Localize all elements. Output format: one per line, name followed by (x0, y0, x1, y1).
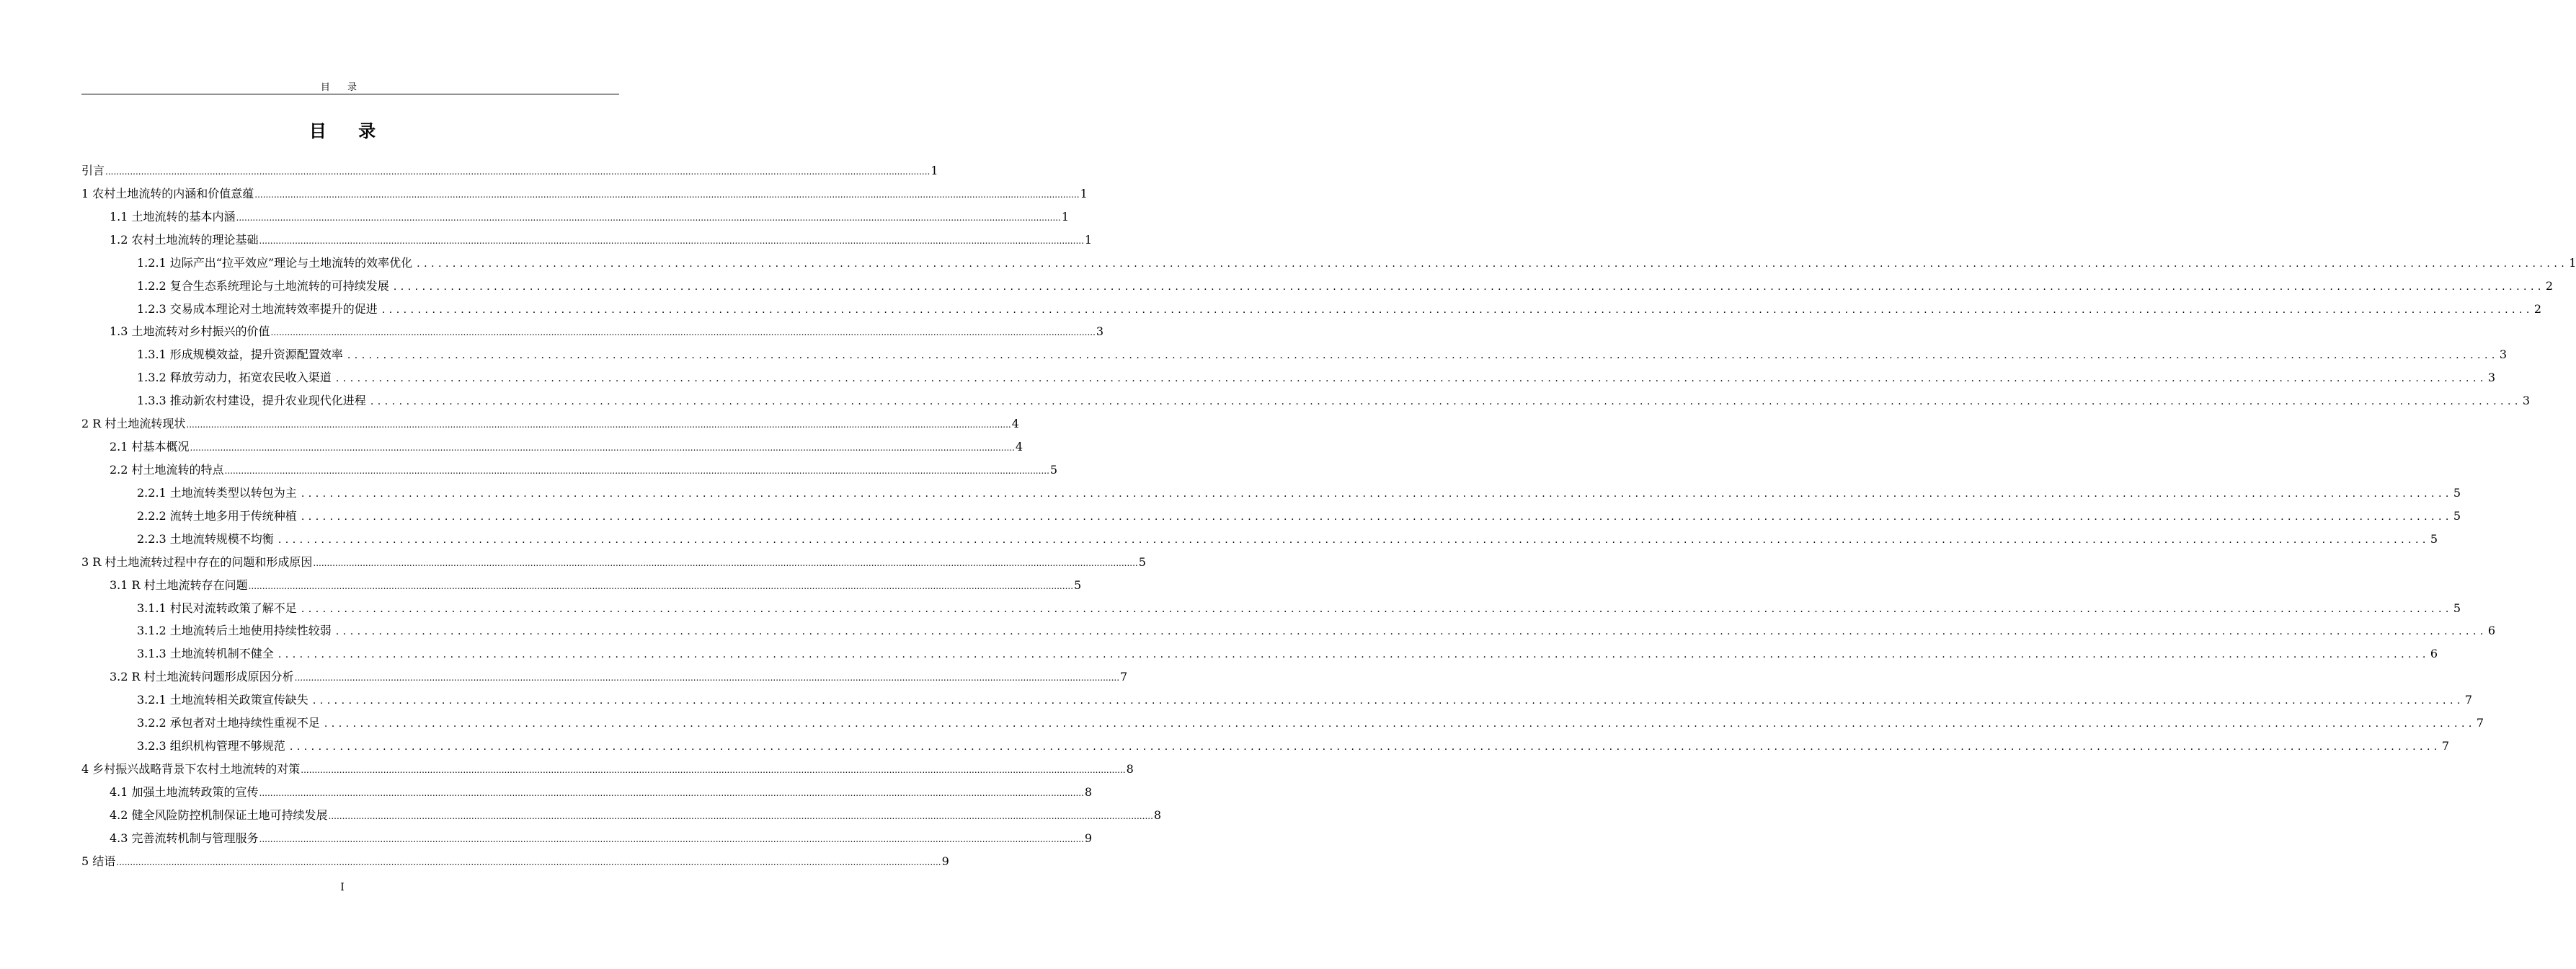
toc-entry[interactable] (81, 576, 1082, 599)
toc-entry[interactable] (81, 691, 2473, 714)
toc-entry-title: 3.2 R 村土地流转问题形成原因分析 (110, 670, 294, 684)
toc-entry[interactable] (81, 438, 1023, 461)
dot-leader: ............................................................................................................................................................................................................................................................................................................ (190, 443, 1015, 453)
dot-leader: ............................................................................................................................................................................................................................................................................................................ (370, 396, 2522, 408)
toc-entry-title: 3.1.1 村民对流转政策了解不足 (137, 601, 297, 615)
toc-entry-page: 5 (2453, 601, 2461, 615)
toc-entry[interactable] (81, 553, 1146, 576)
toc-entry[interactable] (81, 852, 949, 875)
toc-entry-page: 1 (1061, 209, 1070, 224)
toc-entry-page: 2 (2545, 278, 2554, 293)
toc-entry-page: 7 (2464, 693, 2473, 707)
dot-leader: ............................................................................................................................................................................................................................................................................................................ (335, 626, 2487, 638)
dot-leader: ............................................................................................................................................................................................................................................................................................................ (277, 534, 2430, 546)
toc-entry-title: 5 结语 (81, 854, 116, 868)
toc-entry-page: 9 (941, 854, 949, 868)
toc-entry-title: 1 农村土地流转的内涵和价值意蕴 (81, 186, 254, 200)
toc-entry[interactable] (81, 645, 2438, 668)
toc-entry-page: 8 (1084, 784, 1093, 799)
toc-entry[interactable] (81, 783, 1093, 806)
dot-leader: ............................................................................................................................................................................................................................................................................................................ (236, 212, 1061, 223)
dot-leader: ............................................................................................................................................................................................................................................................................................................ (270, 327, 1096, 338)
toc-entry-title: 1.3 土地流转对乡村振兴的价值 (110, 324, 270, 339)
toc-entry[interactable] (81, 254, 2576, 277)
toc-entry[interactable] (81, 829, 1093, 852)
toc-entry[interactable] (81, 599, 2461, 622)
toc-entry[interactable] (81, 530, 2438, 553)
dot-leader: ............................................................................................................................................................................................................................................................................................................ (259, 833, 1084, 844)
dot-leader: ............................................................................................................................................................................................................................................................................................................ (259, 235, 1084, 246)
dot-leader: ............................................................................................................................................................................................................................................................................................................ (313, 557, 1138, 568)
toc-entry-page: 3 (1096, 324, 1104, 339)
toc-entry-title: 1.3.1 形成规模效益，提升资源配置效率 (137, 348, 343, 362)
toc-entry-title: 3.2.3 组织机构管理不够规范 (137, 739, 285, 753)
dot-leader: ............................................................................................................................................................................................................................................................................................................ (259, 787, 1084, 798)
toc-entry-page: 7 (2476, 716, 2484, 730)
toc-entry-page: 4 (1015, 440, 1023, 454)
toc-entry-page: 3 (2522, 394, 2531, 408)
toc-entry-title: 引言 (81, 164, 105, 177)
dot-leader: ............................................................................................................................................................................................................................................................................................................ (277, 649, 2430, 661)
toc-entry-page: 5 (2453, 485, 2461, 500)
toc-entry-title: 2.1 村基本概况 (110, 440, 190, 454)
toc-entry[interactable] (81, 507, 2461, 530)
toc-entry-page: 2 (2533, 301, 2542, 316)
dot-leader: ............................................................................................................................................................................................................................................................................................................ (324, 718, 2476, 730)
dot-leader: ............................................................................................................................................................................................................................................................................................................ (294, 673, 1120, 683)
toc-entry[interactable] (81, 484, 2461, 507)
toc-entry[interactable] (81, 345, 2508, 368)
dot-leader: ............................................................................................................................................................................................................................................................................................................ (312, 695, 2464, 707)
toc-entry[interactable] (81, 806, 1162, 829)
toc-entry-title: 1.2 农村土地流转的理论基础 (110, 232, 259, 247)
toc-entry-title: 1.3.2 释放劳动力，拓宽农民收入渠道 (137, 371, 332, 385)
dot-leader: ............................................................................................................................................................................................................................................................................................................ (186, 420, 1011, 430)
toc-entry-page: 5 (1049, 462, 1058, 477)
toc-entry-title: 3.1.2 土地流转后土地使用持续性较弱 (137, 624, 332, 638)
toc-entry-title: 1.2.2 复合生态系统理论与土地流转的可持续发展 (137, 278, 389, 293)
toc-entry-page: 5 (2430, 531, 2438, 546)
toc-entry[interactable] (81, 737, 2450, 760)
dot-leader: ............................................................................................................................................................................................................................................................................................................ (335, 373, 2487, 385)
page-title: 目 录 (308, 121, 389, 141)
toc-entry-title: 4.3 完善流转机制与管理服务 (110, 831, 259, 845)
toc-entry-title: 3.2.1 土地流转相关政策宣传缺失 (137, 693, 308, 707)
dot-leader: ............................................................................................................................................................................................................................................................................................................ (347, 350, 2499, 362)
toc-entry-page: 1 (1080, 186, 1088, 200)
toc-entry-title: 4.2 健全风险防控机制保证土地可持续发展 (110, 808, 328, 822)
toc-entry[interactable] (81, 322, 1104, 345)
toc-entry-page: 5 (1138, 554, 1146, 569)
toc-entry-title: 3.1.3 土地流转机制不健全 (137, 647, 274, 661)
dot-leader: ............................................................................................................................................................................................................................................................................................................ (301, 603, 2453, 615)
toc-entry-title: 2.2 村土地流转的特点 (110, 462, 224, 477)
toc-entry-page: 1 (2569, 255, 2576, 270)
toc-entry-page: 8 (1153, 808, 1162, 822)
toc-entry-page: 1 (1084, 232, 1093, 247)
dot-leader: ............................................................................................................................................................................................................................................................................................................ (254, 189, 1080, 200)
toc-entry-page: 9 (1084, 831, 1093, 845)
dot-leader: ............................................................................................................................................................................................................................................................................................................ (248, 580, 1074, 591)
toc-entry-title: 1.1 土地流转的基本内涵 (110, 209, 236, 224)
toc-entry-page: 6 (2487, 624, 2496, 638)
toc-entry[interactable] (81, 162, 938, 185)
toc-entry[interactable] (81, 621, 2496, 645)
toc-entry[interactable] (81, 277, 2554, 300)
toc-entry-page: 4 (1011, 417, 1019, 431)
toc-entry-page: 6 (2430, 647, 2438, 661)
toc-entry-title: 2.2.1 土地流转类型以转包为主 (137, 485, 297, 500)
toc-entry-title: 3 R 村土地流转过程中存在的问题和形成原因 (81, 554, 313, 569)
dot-leader: ............................................................................................................................................................................................................................................................................................................ (417, 257, 2569, 270)
toc-entry-title: 2.2.3 土地流转规模不均衡 (137, 531, 274, 546)
toc-entry-title: 4 乡村振兴战略背景下农村土地流转的对策 (81, 761, 301, 776)
dot-leader: ............................................................................................................................................................................................................................................................................................................ (328, 810, 1153, 821)
dot-leader: ............................................................................................................................................................................................................................................................................................................ (381, 304, 2533, 316)
toc-entry[interactable] (81, 300, 2542, 323)
toc-entry[interactable] (81, 368, 2496, 391)
dot-leader: ............................................................................................................................................................................................................................................................................................................ (105, 167, 931, 177)
toc-entry[interactable] (81, 391, 2531, 415)
dot-leader: ............................................................................................................................................................................................................................................................................................................ (116, 857, 941, 867)
toc-entry-title: 1.2.1 边际产出“拉平效应”理论与土地流转的效率优化 (137, 255, 413, 270)
toc-entry[interactable] (81, 714, 2484, 737)
toc-entry[interactable] (81, 208, 1070, 231)
toc-entry-title: 1.2.3 交易成本理论对土地流转效率提升的促进 (137, 301, 378, 316)
toc-entry[interactable] (81, 185, 1088, 208)
toc-entry-title: 4.1 加强土地流转政策的宣传 (110, 784, 259, 799)
toc-entry-title: 1.3.3 推动新农村建设，提升农业现代化进程 (137, 394, 366, 408)
toc-entry[interactable] (81, 461, 1058, 484)
toc-entry-title: 2.2.2 流转土地多用于传统种植 (137, 508, 297, 523)
table-of-contents (81, 162, 2576, 875)
dot-leader: ............................................................................................................................................................................................................................................................................................................ (301, 510, 2453, 523)
dot-leader: ............................................................................................................................................................................................................................................................................................................ (289, 741, 2441, 753)
toc-entry-page: 5 (2453, 508, 2461, 523)
running-head: 目 录 (320, 82, 365, 93)
toc-entry-page: 3 (2499, 348, 2508, 362)
dot-leader: ............................................................................................................................................................................................................................................................................................................ (301, 487, 2453, 500)
toc-entry-title: 3.1 R 村土地流转存在问题 (110, 578, 248, 592)
page-number: I (340, 882, 345, 893)
dot-leader: ............................................................................................................................................................................................................................................................................................................ (224, 465, 1049, 476)
dot-leader: ............................................................................................................................................................................................................................................................................................................ (301, 764, 1126, 775)
toc-entry-page: 7 (1120, 670, 1128, 684)
toc-entry-page: 7 (2441, 739, 2450, 753)
toc-entry[interactable] (81, 231, 1093, 254)
toc-entry[interactable] (81, 760, 1134, 783)
toc-entry-page: 5 (1074, 578, 1082, 592)
toc-entry[interactable] (81, 668, 1128, 691)
toc-entry-page: 8 (1126, 761, 1134, 776)
toc-entry-page: 1 (931, 164, 938, 177)
toc-entry-title: 2 R 村土地流转现状 (81, 417, 186, 431)
toc-entry[interactable] (81, 415, 1019, 438)
toc-entry-title: 3.2.2 承包者对土地持续性重视不足 (137, 716, 320, 730)
dot-leader: ............................................................................................................................................................................................................................................................................................................ (393, 280, 2545, 293)
toc-entry-page: 3 (2487, 371, 2496, 385)
